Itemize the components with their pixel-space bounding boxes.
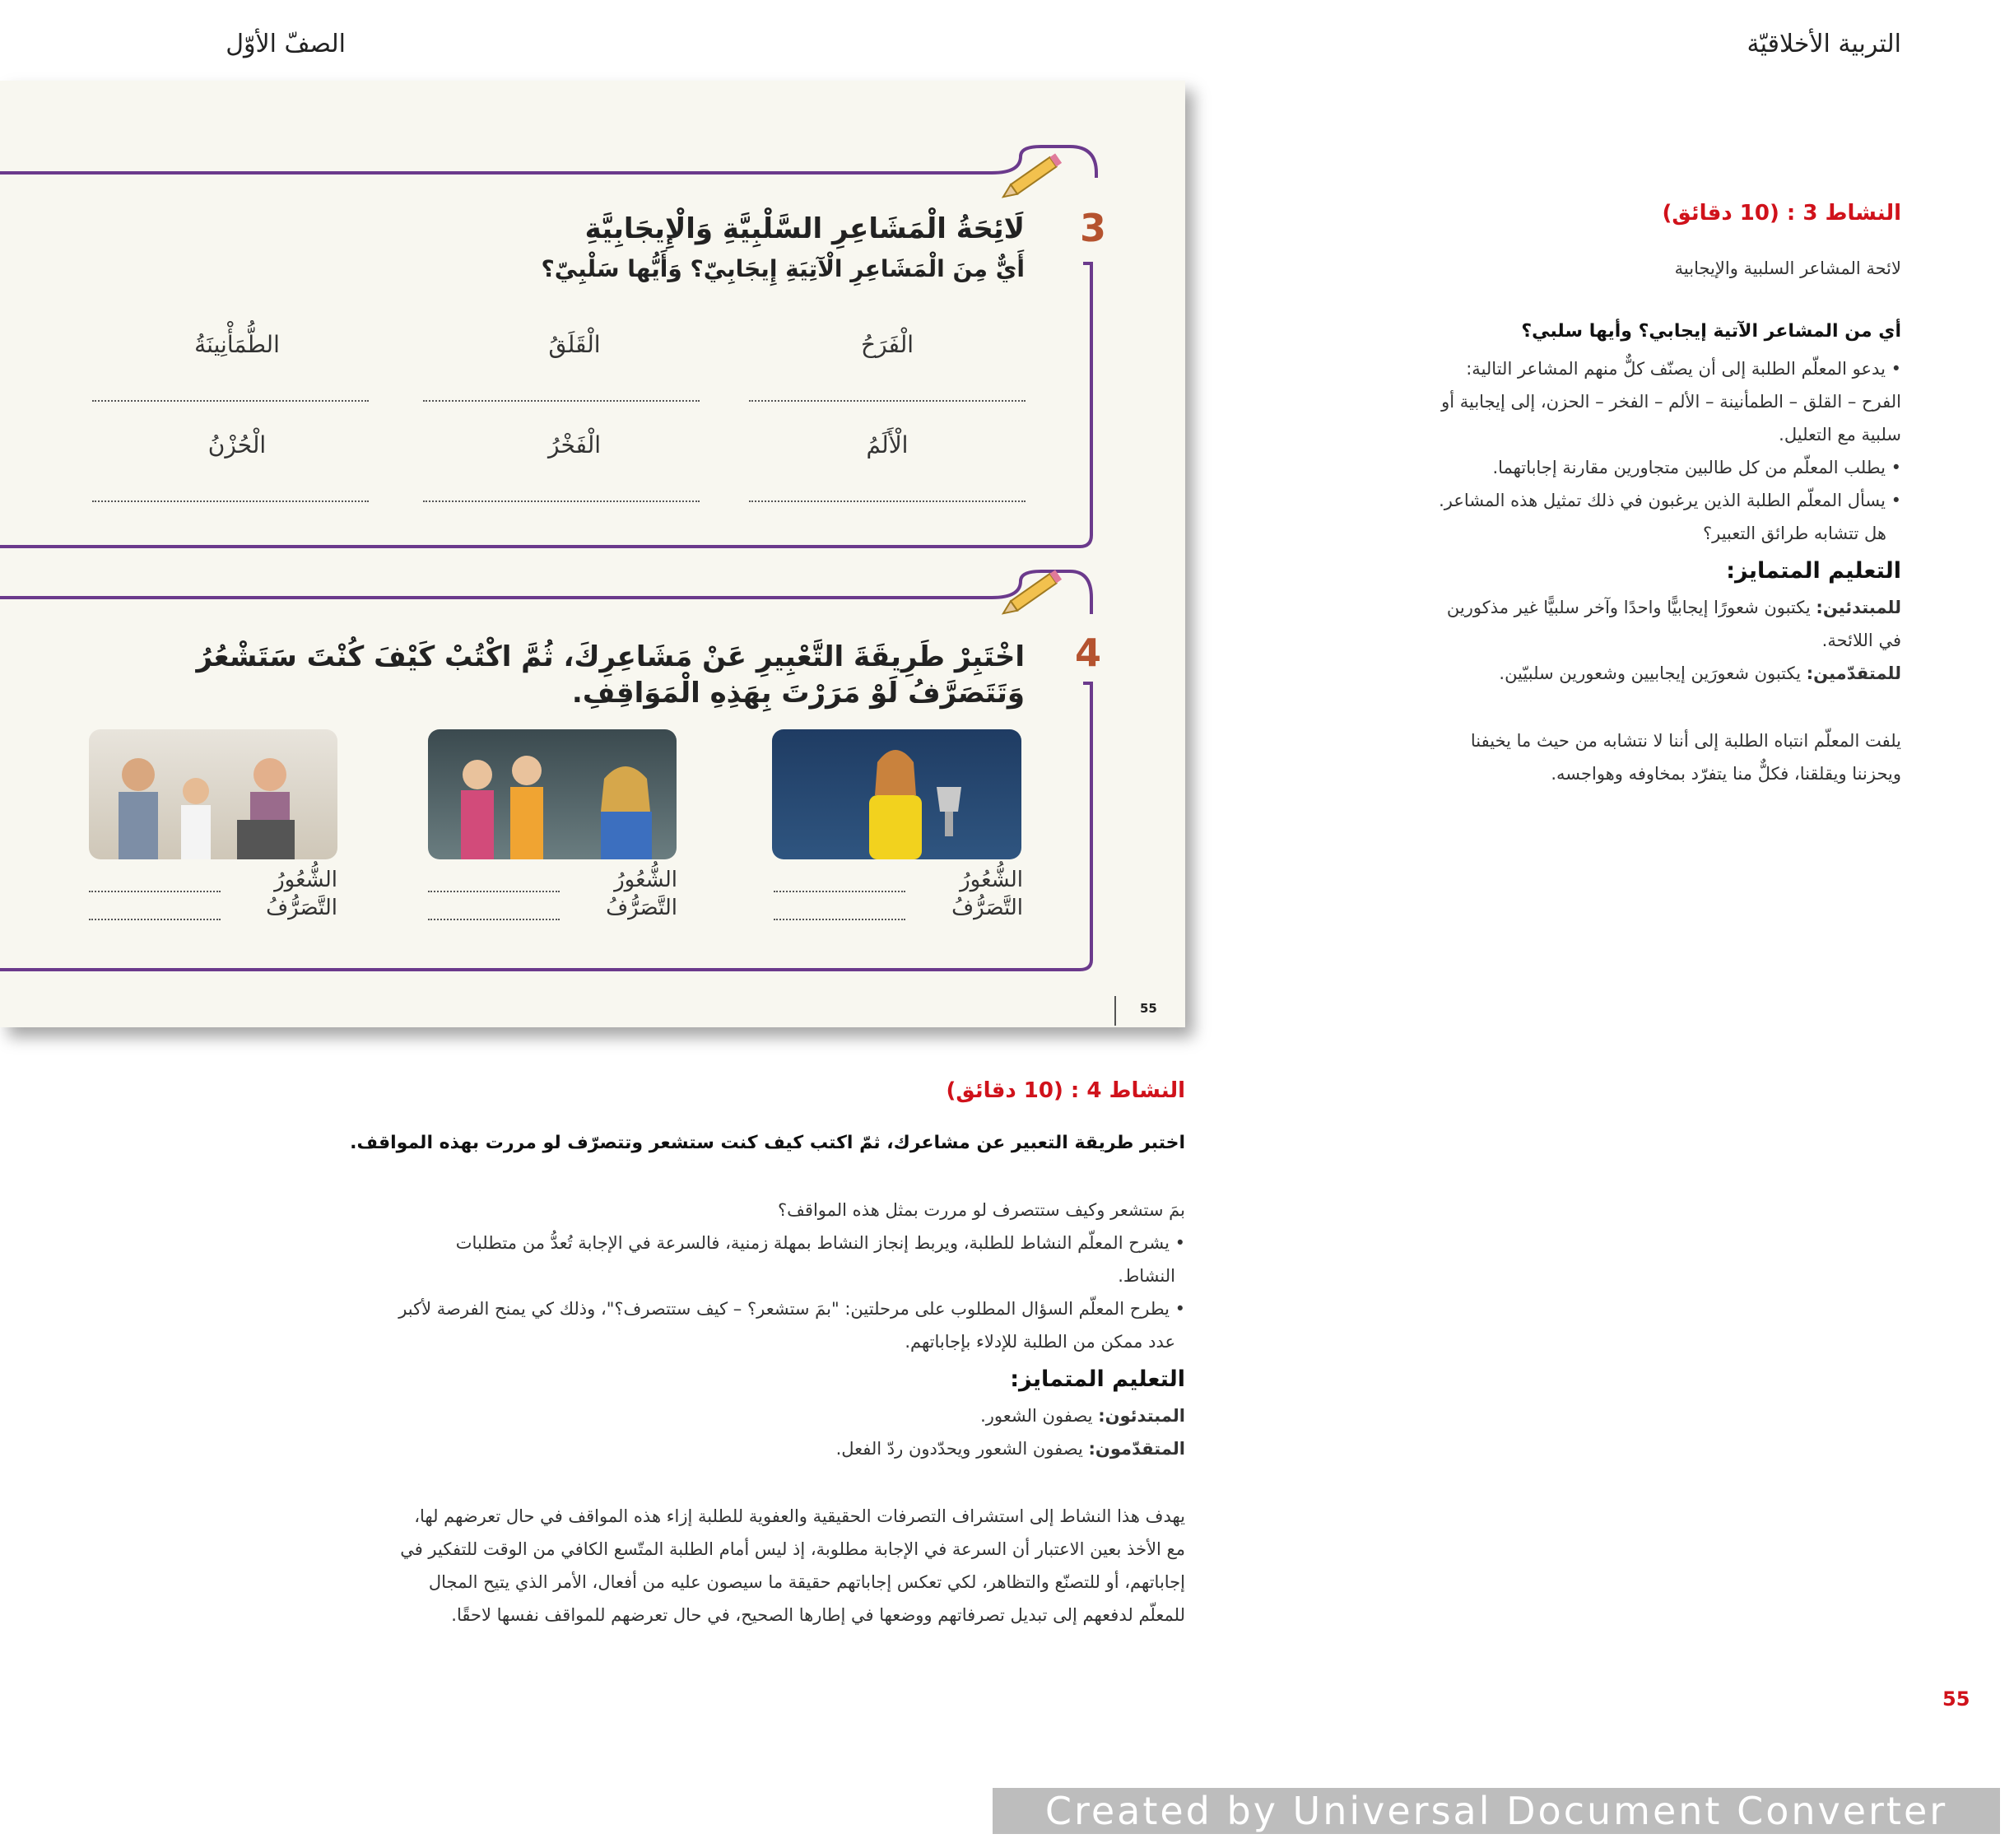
action-label: التَّصَرُّفُ: [606, 896, 677, 920]
photo-girl-with-trophy: [772, 729, 1021, 859]
guide-line: • يشرح المعلّم النشاط للطلبة، ويربط إنجاز النشاط بمهلة زمنية، فالسرعة في الإجابة تُعدُّ من متطلبات: [455, 1233, 1185, 1253]
activity-3-guide-title: لائحة المشاعر السلبية والإيجابية: [1674, 258, 1901, 278]
beginners-label: المبتدئون:: [1098, 1406, 1185, 1426]
photo-family-watching-tv: [89, 729, 337, 859]
feeling-word: الْأَلَمُ: [866, 431, 909, 459]
guide-line: • يسأل المعلّم الطلبة الذين يرغبون في ذلك تمثيل هذه المشاعر.: [1439, 491, 1901, 510]
beginners-text: يصفون الشعور.: [980, 1406, 1093, 1426]
grade-header: الصفّ الأوّل: [226, 30, 346, 58]
action-label: التَّصَرُّفُ: [951, 896, 1023, 920]
differentiated-learning-list: [1267, 591, 1901, 690]
activity-3-number: 3: [1080, 206, 1107, 250]
guide-line: بمَ ستشعر وكيف ستتصرف لو مررت بمثل هذه المواقف؟: [778, 1200, 1185, 1220]
activity-3-subtitle: أَيٌّ مِنَ الْمَشَاعِرِ الْآتِيَةِ إِيجَابِيّ؟ وَأَيُّها سَلْبِيّ؟: [541, 255, 1025, 282]
guide-line: • يطلب المعلّم من كل طالبين متجاورين مقارنة إجاباتهما.: [1492, 458, 1901, 477]
answer-line[interactable]: [749, 400, 1026, 402]
activity-4-number: 4: [1075, 631, 1102, 675]
beginners-text: يكتبون شعورًا إيجابيًّا واحدًا وآخر سلبيًّا غير مذكورين: [1446, 598, 1811, 617]
answer-line[interactable]: [92, 500, 369, 502]
answer-line[interactable]: [92, 400, 369, 402]
pencil-icon: [1000, 153, 1062, 202]
feeling-label: الشُّعُورُ: [274, 868, 337, 892]
note-line: ويحزننا ويقلقنا، فكلٌّ منا يتفرّد بمخاوفه وهواجسه.: [1551, 764, 1901, 784]
advanced-label: للمتقدّمين:: [1806, 663, 1901, 683]
answer-line[interactable]: [428, 919, 560, 920]
feeling-word: الْفَرَحُ: [861, 331, 914, 358]
advanced-label: المتقدّمون:: [1088, 1439, 1185, 1459]
converter-watermark: Created by Universal Document Converter: [993, 1788, 2000, 1834]
activity-4-paragraph: [115, 1500, 1185, 1632]
activity-3-note: [1267, 724, 1901, 790]
answer-line[interactable]: [423, 500, 700, 502]
guide-line: عدد ممكن من الطلبة للإدلاء بإجاباتهم.: [905, 1332, 1175, 1352]
answer-line[interactable]: [774, 891, 905, 892]
activity-3-guide-question: أي من المشاعر الآتية إيجابي؟ وأيها سلبي؟: [1521, 321, 1901, 342]
activity-4-guide-heading: النشاط 4 : (10 دقائق): [946, 1078, 1185, 1103]
paragraph-line: إجاباتهم، أو للتصنّع والتظاهر، لكي تعكس إجاباتهم حقيقة ما سيصون عليه من أفعال، الأمر الذي يتيح المجال: [428, 1572, 1185, 1592]
feeling-word: الْفَخْرُ: [548, 431, 601, 459]
answer-line[interactable]: [428, 891, 560, 892]
activity-4-guide-steps: [115, 1194, 1185, 1358]
paragraph-line: للمعلّم لدفعهم إلى تبديل تصرفاتهم ووضعها في إطارها الصحيح، في حال تعرضهم للمواقف نفسها لاحقًا.: [451, 1605, 1185, 1625]
paragraph-line: يهدف هذا النشاط إلى استشراف التصرفات الحقيقية والعفوية للطلبة إزاء هذه المواقف في حال تعرضهم لها،: [414, 1506, 1185, 1526]
activity-4-title-line1: اخْتَبِرْ طَرِيقَةَ التَّعْبِيرِ عَنْ مَشَاعِرِكَ، ثُمَّ اكْتُبْ كَيْفَ كُنْتَ سَتَشْعُرُ: [196, 640, 1025, 673]
feeling-label: الشُّعُورُ: [614, 868, 677, 892]
advanced-text: يصفون الشعور ويحدّدون ردّ الفعل.: [835, 1439, 1083, 1459]
guide-page-number: 55: [1942, 1687, 1970, 1711]
differentiated-learning-title: التعليم المتمايز:: [1726, 558, 1901, 584]
feeling-word: الطُّمَأْنِينَةُ: [194, 331, 280, 358]
activity-3-title: لَائِحَةُ الْمَشَاعِرِ السَّلْبِيَّةِ وَالْإِيجَابِيَّةِ: [584, 212, 1025, 245]
photo-sad-girl-and-children: [428, 729, 677, 859]
beginners-text: في اللائحة.: [1821, 631, 1901, 650]
feeling-label: الشُّعُورُ: [960, 868, 1023, 892]
guide-line: هل تتشابه طرائق التعبير؟: [1702, 524, 1886, 543]
student-book-page: [0, 81, 1185, 1027]
guide-line: • يطرح المعلّم السؤال المطلوب على مرحلتين: "بمَ ستشعر؟ – كيف ستتصرف؟"، وذلك كي يمنح الفرصة لأكبر: [398, 1299, 1185, 1319]
book-page-number: 55: [1140, 1001, 1157, 1016]
guide-line: • يدعو المعلّم الطلبة إلى أن يصنّف كلٌّ منهم المشاعر التالية:: [1466, 359, 1901, 379]
feeling-word: الْقَلَقُ: [548, 331, 601, 358]
activity-3-guide-steps: [1267, 352, 1901, 550]
activity-4-guide-title: اختبر طريقة التعبير عن مشاعرك، ثمّ اكتب كيف كنت ستشعر وتتصرّف لو مررت بهذه المواقف.: [350, 1133, 1185, 1153]
note-line: يلفت المعلّم انتباه الطلبة إلى أننا لا نتشابه من حيث ما يخيفنا: [1470, 731, 1901, 751]
answer-line[interactable]: [89, 919, 221, 920]
activity-3-guide-heading: النشاط 3 : (10 دقائق): [1662, 201, 1901, 226]
answer-line[interactable]: [89, 891, 221, 892]
answer-line[interactable]: [774, 919, 905, 920]
paragraph-line: مع الأخذ بعين الاعتبار أن السرعة في الإجابة مطلوبة، إذ ليس أمام الطلبة المتّسع الكافي من الوقت للتفكير في: [400, 1539, 1185, 1559]
answer-line[interactable]: [749, 500, 1026, 502]
differentiated-learning-title: التعليم المتمايز:: [1010, 1366, 1185, 1392]
subject-header: التربية الأخلاقيّة: [1747, 30, 1901, 58]
guide-line: النشاط.: [1118, 1266, 1175, 1286]
action-label: التَّصَرُّفُ: [266, 896, 337, 920]
advanced-text: يكتبون شعورَين إيجابيين وشعورين سلبيّين.: [1499, 663, 1802, 683]
guide-line: سلبية مع التعليل.: [1779, 425, 1901, 445]
guide-line: الفرح – القلق – الطمأنينة – الألم – الفخر – الحزن، إلى إيجابية أو: [1441, 392, 1901, 412]
beginners-label: للمبتدئين:: [1816, 598, 1901, 617]
differentiated-learning-list: [115, 1399, 1185, 1465]
activity-4-title-line2: وَتَتَصَرَّفُ لَوْ مَرَرْتَ بِهَذِهِ الْمَوَاقِفِ.: [571, 677, 1025, 710]
feeling-word: الْحُزْنُ: [207, 431, 267, 459]
answer-line[interactable]: [423, 400, 700, 402]
